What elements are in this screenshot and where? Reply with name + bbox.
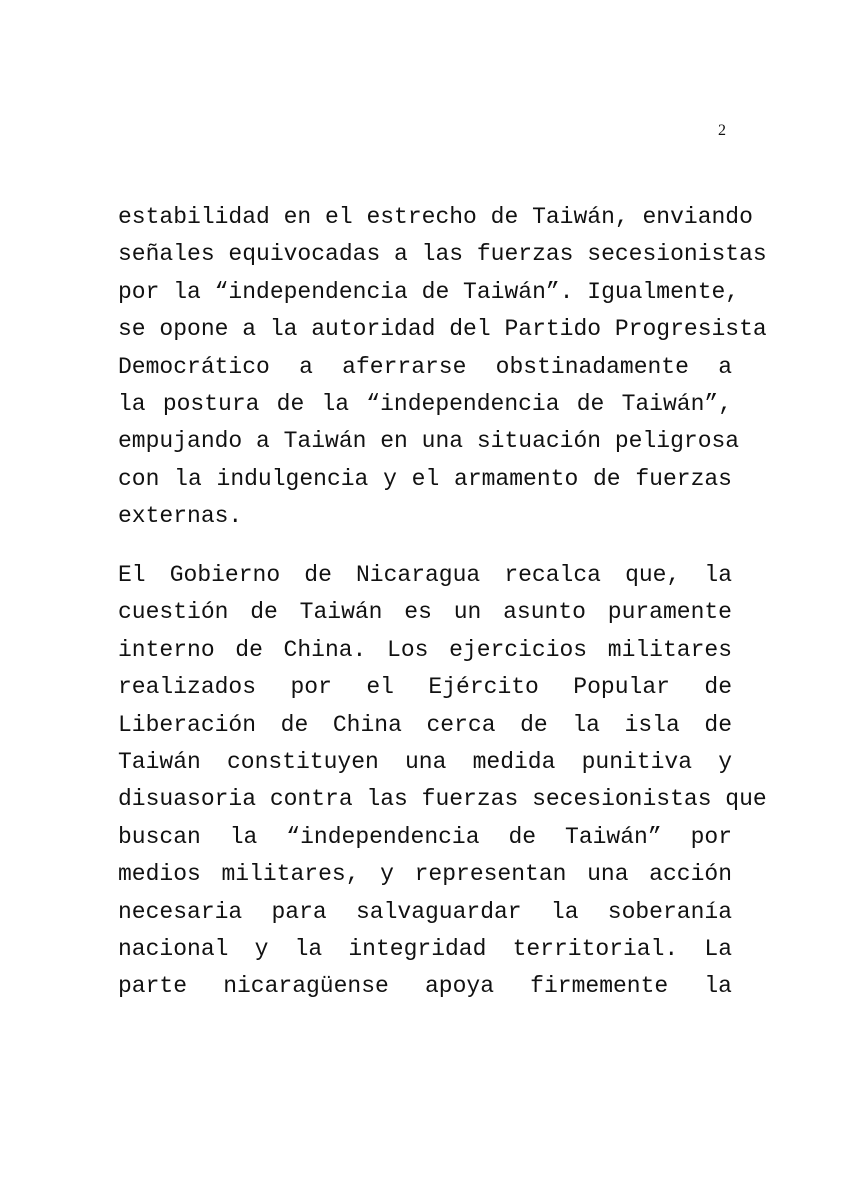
text-line: buscan la “independencia de Taiwán” por [118, 823, 732, 850]
text-line: parte nicaragüense apoya firmemente la [118, 973, 732, 1000]
text-line: con la indulgencia y el armamento de fuerzas [118, 465, 732, 492]
text-line: la postura de la “independencia de Taiwán”, [118, 390, 732, 417]
page-number: 2 [718, 122, 726, 139]
text-line: realizados por el Ejército Popular de [118, 674, 732, 701]
text-line: interno de China. Los ejercicios militares [118, 636, 732, 663]
text-line: El Gobierno de Nicaragua recalca que, la [118, 562, 732, 588]
paragraph-1 [118, 199, 767, 536]
text-line: por la “independencia de Taiwán”. Igualmente, [118, 278, 740, 305]
text-line: se opone a la autoridad del Partido Progresista [118, 316, 767, 343]
text-line: empujando a Taiwán en una situación peligrosa [118, 428, 740, 455]
text-line: Democrático a aferrarse obstinadamente a [118, 353, 732, 380]
text-line: nacional y la integridad territorial. La [118, 935, 732, 962]
text-line: externas. [118, 503, 243, 530]
text-line: disuasoria contra las fuerzas secesionistas que [118, 786, 767, 813]
text-line: cuestión de Taiwán es un asunto puramente [118, 599, 732, 626]
text-line: Liberación de China cerca de la isla de [118, 711, 732, 738]
paragraph-2 [118, 557, 767, 1006]
text-line: estabilidad en el estrecho de Taiwán, enviando [118, 204, 753, 230]
text-line: Taiwán constituyen una medida punitiva y [118, 748, 732, 775]
text-line: señales equivocadas a las fuerzas secesionistas [118, 241, 767, 268]
text-line: medios militares, y representan una acción [118, 861, 732, 888]
text-line: necesaria para salvaguardar la soberanía [118, 898, 732, 925]
